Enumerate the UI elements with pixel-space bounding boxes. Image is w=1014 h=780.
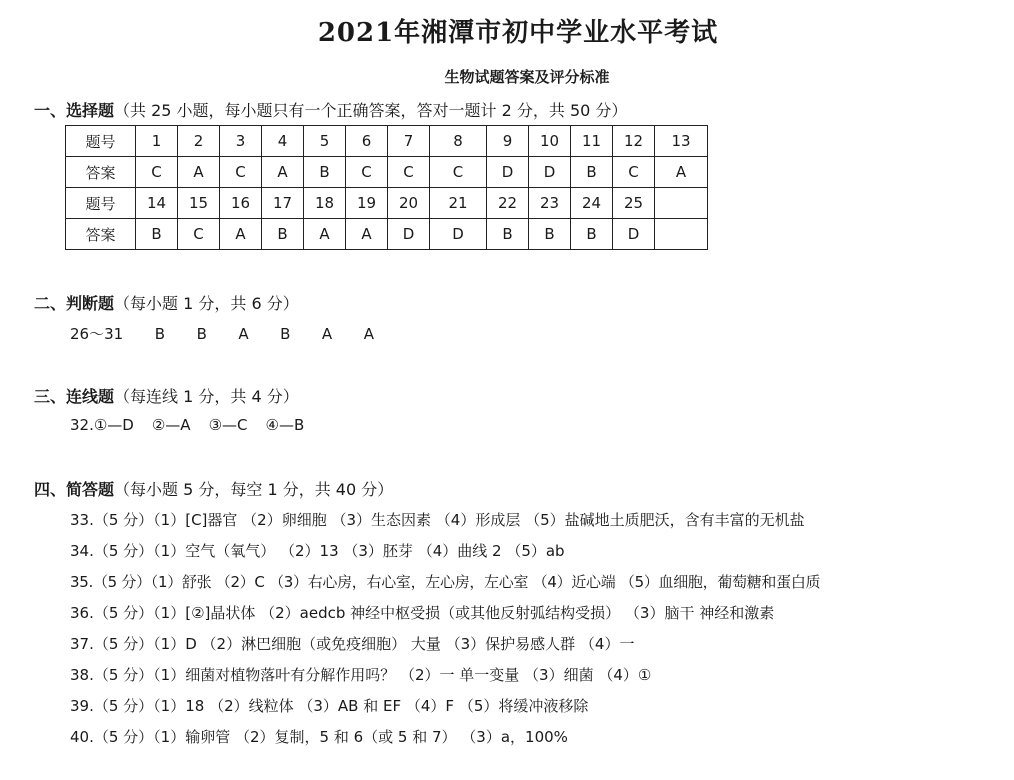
- empty-cell: [655, 219, 708, 250]
- question-number: 17: [262, 188, 304, 219]
- table-row: [66, 219, 708, 250]
- answer-cell: A: [178, 157, 220, 188]
- judgment-answer: A: [238, 325, 249, 343]
- table-row: [66, 157, 708, 188]
- question-number: 1: [136, 126, 178, 157]
- answer-cell: C: [136, 157, 178, 188]
- answer-cell: B: [487, 219, 529, 250]
- section-2-header: [34, 291, 299, 314]
- short-answer-36: 36.（5 分）（1）[②]晶状体 （2）aedcb 神经中枢受损（或其他反射弧结构受损） （3）脑干 神经和激素: [70, 604, 775, 622]
- question-number: 21: [430, 188, 487, 219]
- judgment-answer: B: [196, 325, 207, 343]
- judgment-answer: B: [280, 325, 291, 343]
- matching-pair: ②—A: [151, 416, 191, 434]
- section-3-note: （每连线 1 分，共 4 分）: [114, 387, 299, 406]
- short-answer-40: 40.（5 分）（1）输卵管 （2）复制，5 和 6（或 5 和 7） （3）a，100%: [70, 728, 568, 746]
- answer-cell: D: [430, 219, 487, 250]
- section-4-header: [34, 477, 393, 500]
- answer-cell: A: [655, 157, 708, 188]
- section-3-header: [34, 384, 299, 407]
- question-number: 19: [346, 188, 388, 219]
- question-number: 20: [388, 188, 430, 219]
- table-row: [66, 126, 708, 157]
- question-number: 16: [220, 188, 262, 219]
- answer-cell: B: [571, 157, 613, 188]
- section-4-note: （每小题 5 分，每空 1 分，共 40 分）: [114, 480, 394, 499]
- short-answer-39: 39.（5 分）（1）18 （2）线粒体 （3）AB 和 EF （4）F （5）将缓冲液移除: [70, 697, 589, 715]
- matching-pair: ①—D: [93, 416, 134, 434]
- answer-cell: C: [220, 157, 262, 188]
- answer-cell: A: [346, 219, 388, 250]
- question-number: 13: [655, 126, 708, 157]
- answer-cell: D: [487, 157, 529, 188]
- row-label: 答案: [66, 157, 136, 188]
- short-answer-35: 35.（5 分）（1）舒张 （2）C （3）右心房，右心室，左心房，左心室 （4）近心端 （5）血细胞，葡萄糖和蛋白质: [70, 573, 821, 591]
- question-number: 9: [487, 126, 529, 157]
- answer-cell: B: [136, 219, 178, 250]
- table-row: [66, 188, 708, 219]
- short-answer-33: 33.（5 分）（1）[C]器官 （2）卵细胞 （3）生态因素 （4）形成层 （5）盐碱地土质肥沃，含有丰富的无机盐: [70, 511, 805, 529]
- answer-cell: A: [220, 219, 262, 250]
- answer-cell: C: [430, 157, 487, 188]
- question-number: 10: [529, 126, 571, 157]
- answer-cell: B: [304, 157, 346, 188]
- section-1-header: [34, 98, 627, 121]
- question-number: 18: [304, 188, 346, 219]
- section-4-heading: 四、简答题: [34, 480, 115, 499]
- section-3-heading: 三、连线题: [34, 387, 115, 406]
- matching-pair: ④—B: [265, 416, 305, 434]
- question-number: 7: [388, 126, 430, 157]
- answer-cell: A: [304, 219, 346, 250]
- question-number: 2: [178, 126, 220, 157]
- judgment-answer: A: [321, 325, 333, 343]
- answer-cell: B: [262, 219, 304, 250]
- answer-cell: B: [571, 219, 613, 250]
- question-number: 5: [304, 126, 346, 157]
- answer-table: [65, 125, 708, 250]
- row-label: 答案: [66, 219, 136, 250]
- judgment-answer: B: [154, 325, 166, 343]
- page-title: 2021年湘潭市初中学业水平考试: [317, 18, 719, 48]
- answer-cell: C: [346, 157, 388, 188]
- matching-pair: ③—C: [208, 416, 248, 434]
- empty-cell: [655, 188, 708, 219]
- question-number: 22: [487, 188, 529, 219]
- section-2-note: （每小题 1 分，共 6 分）: [114, 294, 299, 313]
- answer-cell: C: [613, 157, 655, 188]
- row-label: 题号: [66, 126, 136, 157]
- short-answer-38: 38.（5 分）（1）细菌对植物落叶有分解作用吗？ （2）一 单一变量 （3）细菌 （4）①: [70, 666, 652, 684]
- short-answer-37: 37.（5 分）（1）D （2）淋巴细胞（或免疫细胞） 大量 （3）保护易感人群 （4）一: [70, 635, 635, 653]
- judgment-range: 26～31: [70, 325, 124, 343]
- question-number: 11: [571, 126, 613, 157]
- judgment-answers: [70, 323, 401, 344]
- answer-cell: D: [388, 219, 430, 250]
- answer-cell: D: [529, 157, 571, 188]
- section-1-note: （共 25 小题，每小题只有一个正确答案，答对一题计 2 分，共 50 分）: [114, 101, 628, 120]
- answer-cell: C: [388, 157, 430, 188]
- judgment-answer: A: [363, 325, 374, 343]
- question-number: 8: [430, 126, 487, 157]
- answer-cell: D: [613, 219, 655, 250]
- matching-prefix: 32.: [70, 416, 94, 434]
- question-number: 3: [220, 126, 262, 157]
- page-subtitle: 生物试题答案及评分标准: [444, 68, 610, 86]
- question-number: 15: [178, 188, 220, 219]
- question-number: 24: [571, 188, 613, 219]
- answer-cell: C: [178, 219, 220, 250]
- question-number: 12: [613, 126, 655, 157]
- short-answer-34: 34.（5 分）（1）空气（氧气） （2）13 （3）胚芽 （4）曲线 2 （5）ab: [70, 542, 565, 560]
- section-2-heading: 二、判断题: [34, 294, 115, 313]
- row-label: 题号: [66, 188, 136, 219]
- answer-cell: A: [262, 157, 304, 188]
- matching-answers: [70, 416, 322, 434]
- question-number: 25: [613, 188, 655, 219]
- section-1-heading: 一、选择题: [34, 101, 115, 120]
- question-number: 23: [529, 188, 571, 219]
- question-number: 6: [346, 126, 388, 157]
- answer-cell: B: [529, 219, 571, 250]
- question-number: 14: [136, 188, 178, 219]
- question-number: 4: [262, 126, 304, 157]
